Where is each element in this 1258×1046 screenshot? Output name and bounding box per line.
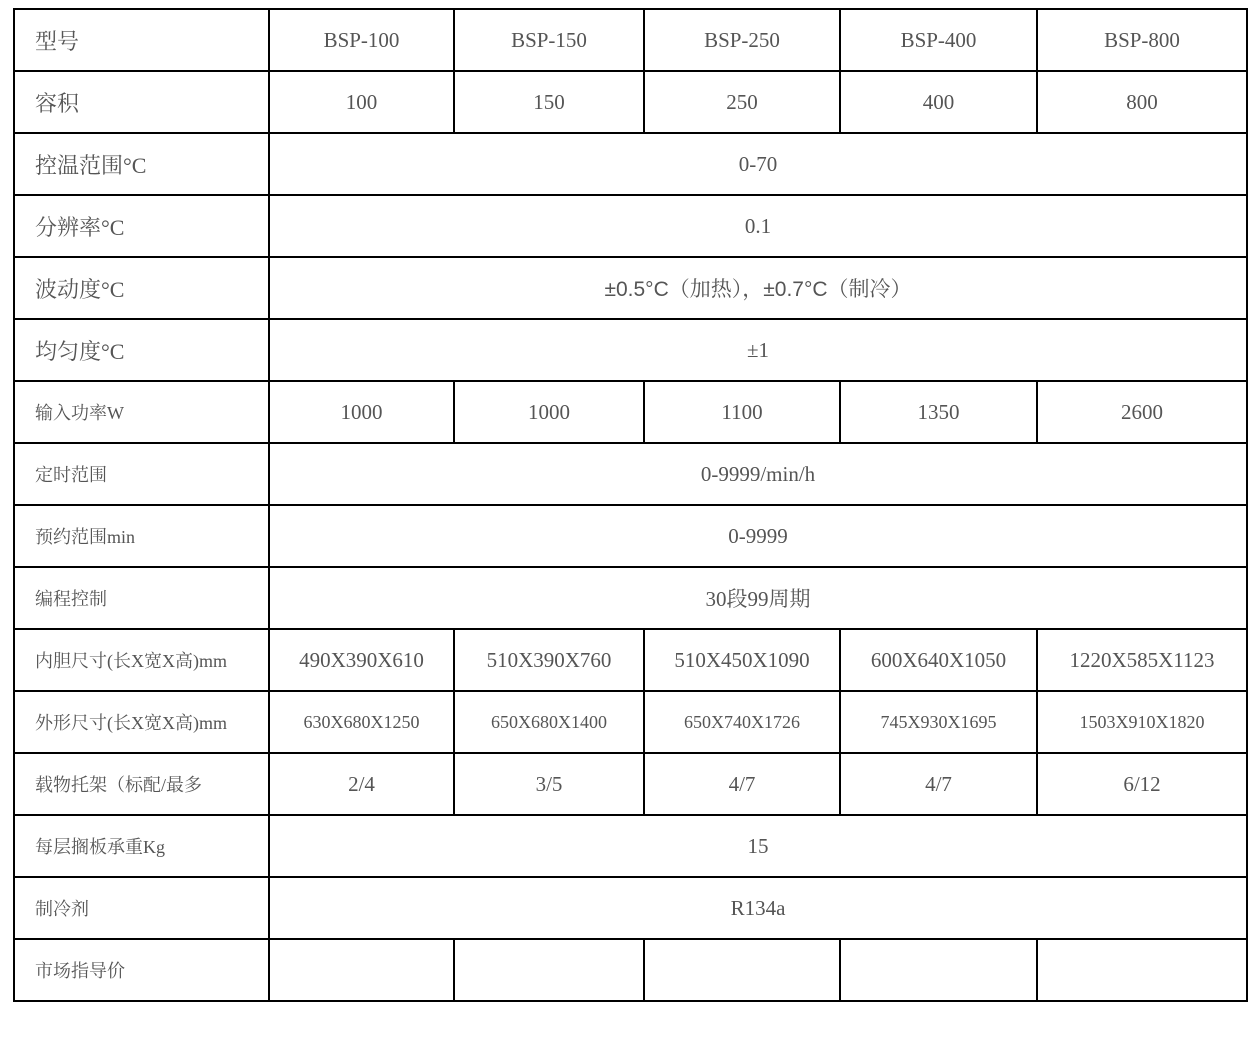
row-value: 0.1 (269, 195, 1247, 257)
row-label: 预约范围min (14, 505, 269, 567)
row-value: 30段99周期 (269, 567, 1247, 629)
cell-value: BSP-800 (1037, 9, 1247, 71)
cell-value: 1220X585X1123 (1037, 629, 1247, 691)
table-row (14, 815, 1247, 877)
cell-value (1037, 939, 1247, 1001)
table-row (14, 71, 1247, 133)
row-label: 每层搁板承重Kg (14, 815, 269, 877)
row-label: 输入功率W (14, 381, 269, 443)
table-row (14, 505, 1247, 567)
table-row (14, 691, 1247, 753)
cell-value: 510X390X760 (454, 629, 644, 691)
table-row (14, 629, 1247, 691)
cell-value: 150 (454, 71, 644, 133)
row-value: ±1 (269, 319, 1247, 381)
cell-value: 4/7 (644, 753, 840, 815)
row-value: 0-9999 (269, 505, 1247, 567)
table-row (14, 133, 1247, 195)
cell-value (644, 939, 840, 1001)
table-row (14, 381, 1247, 443)
table-row (14, 257, 1247, 319)
table-row (14, 9, 1247, 71)
row-label: 载物托架（标配/最多 (14, 753, 269, 815)
row-label: 均匀度°C (14, 319, 269, 381)
row-label: 编程控制 (14, 567, 269, 629)
cell-value: 490X390X610 (269, 629, 454, 691)
cell-value: BSP-100 (269, 9, 454, 71)
row-label: 波动度°C (14, 257, 269, 319)
cell-value: 650X680X1400 (454, 691, 644, 753)
cell-value: 2600 (1037, 381, 1247, 443)
row-label: 控温范围°C (14, 133, 269, 195)
table-row (14, 753, 1247, 815)
table-row (14, 877, 1247, 939)
cell-value: 600X640X1050 (840, 629, 1037, 691)
row-value: 0-9999/min/h (269, 443, 1247, 505)
spec-table (13, 8, 1248, 1002)
cell-value: 250 (644, 71, 840, 133)
row-label: 外形尺寸(长X宽X高)mm (14, 691, 269, 753)
cell-value: 2/4 (269, 753, 454, 815)
cell-value: 1350 (840, 381, 1037, 443)
row-value: 15 (269, 815, 1247, 877)
row-label: 市场指导价 (14, 939, 269, 1001)
cell-value: 4/7 (840, 753, 1037, 815)
cell-value: 3/5 (454, 753, 644, 815)
cell-value: 800 (1037, 71, 1247, 133)
cell-value: 745X930X1695 (840, 691, 1037, 753)
row-label: 制冷剂 (14, 877, 269, 939)
row-label: 分辨率°C (14, 195, 269, 257)
table-row (14, 567, 1247, 629)
cell-value: 1000 (269, 381, 454, 443)
cell-value: BSP-400 (840, 9, 1037, 71)
cell-value: 1100 (644, 381, 840, 443)
cell-value: BSP-150 (454, 9, 644, 71)
cell-value: 6/12 (1037, 753, 1247, 815)
table-row (14, 319, 1247, 381)
cell-value: 510X450X1090 (644, 629, 840, 691)
row-label: 型号 (14, 9, 269, 71)
row-value: R134a (269, 877, 1247, 939)
cell-value: 100 (269, 71, 454, 133)
table-row (14, 443, 1247, 505)
cell-value: 400 (840, 71, 1037, 133)
row-label: 内胆尺寸(长X宽X高)mm (14, 629, 269, 691)
cell-value (840, 939, 1037, 1001)
table-row (14, 195, 1247, 257)
row-label: 定时范围 (14, 443, 269, 505)
cell-value (454, 939, 644, 1001)
cell-value: BSP-250 (644, 9, 840, 71)
cell-value: 630X680X1250 (269, 691, 454, 753)
cell-value (269, 939, 454, 1001)
cell-value: 650X740X1726 (644, 691, 840, 753)
row-value: 0-70 (269, 133, 1247, 195)
table-row (14, 939, 1247, 1001)
cell-value: 1000 (454, 381, 644, 443)
cell-value: 1503X910X1820 (1037, 691, 1247, 753)
row-value: ±0.5°C（加热），±0.7°C（制冷） (269, 257, 1247, 319)
row-label: 容积 (14, 71, 269, 133)
